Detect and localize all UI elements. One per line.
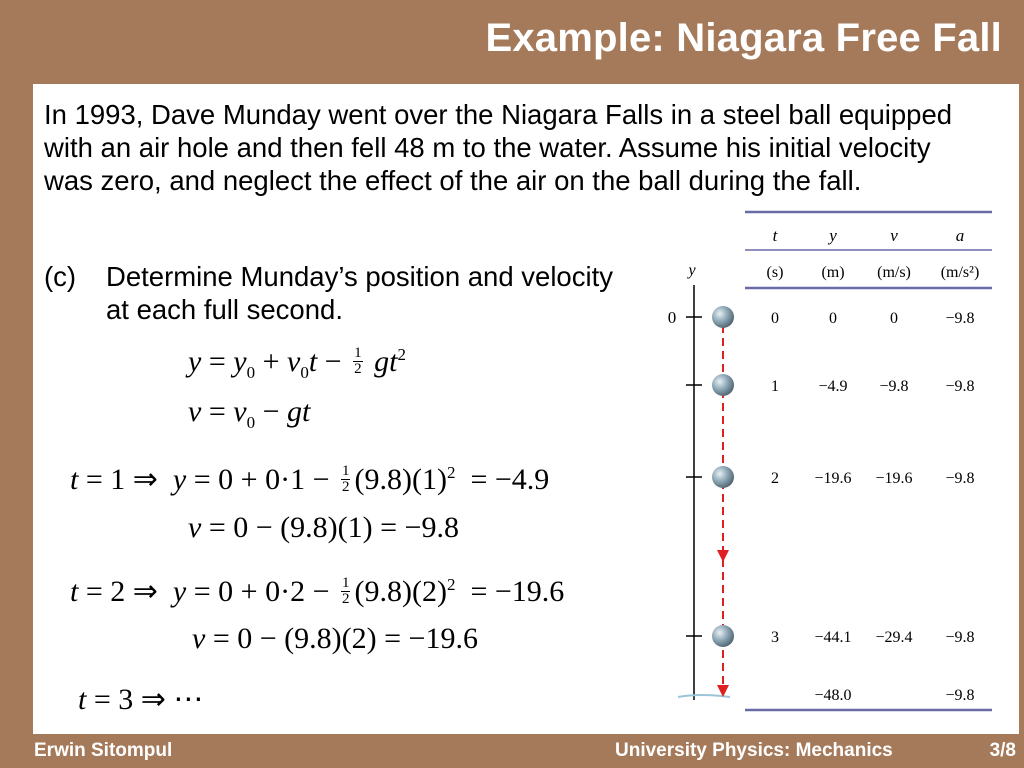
- row0-y: 0: [829, 310, 837, 327]
- page-number: 3/8: [989, 740, 1016, 761]
- row2-v: −19.6: [875, 470, 913, 487]
- header-y: y: [829, 226, 837, 245]
- origin-label: 0: [667, 308, 677, 327]
- unit-t: (s): [766, 264, 784, 281]
- row0-t: 0: [771, 310, 779, 327]
- problem-statement: In 1993, Dave Munday went over the Niagara Falls in a steel ball equipped with an air hole and then fell 48 m to the water. Assume his initial velocity was zero, and neglect the effect of the air on the ball during the fall.: [44, 99, 953, 196]
- row4-y: −48.0: [814, 687, 852, 704]
- header-t: t: [772, 226, 778, 245]
- footer-course: University Physics: Mechanics: [615, 740, 893, 761]
- axis-label-y: y: [688, 262, 696, 279]
- equation-velocity-general: $v = v_0$ − gt: [188, 395, 311, 432]
- part-text: Determine Munday’s position and velocity at each full second.: [106, 261, 613, 325]
- ball-t1: [712, 374, 734, 396]
- row1-t: 1: [771, 378, 779, 395]
- fall-arrow-head: [717, 550, 729, 562]
- row3-a: −9.8: [945, 629, 975, 646]
- equation-position-general: $y = y_0 + v_0t$ − $\frac{1}{2}$ $gt^2$: [188, 344, 406, 382]
- row2-y: −19.6: [814, 470, 852, 487]
- unit-y: (m): [821, 264, 845, 281]
- ball-t2: [712, 466, 734, 488]
- equation-t1-velocity: v = 0 − (9.8)(1) = −9.8: [188, 511, 459, 544]
- header-a: a: [955, 226, 965, 245]
- ball-t3: [712, 625, 734, 647]
- row0-v: 0: [890, 310, 898, 327]
- footer-author: Erwin Sitompul: [34, 740, 173, 761]
- part-label: (c): [44, 261, 77, 292]
- unit-a: (m/s²): [940, 264, 980, 281]
- row2-a: −9.8: [945, 470, 975, 487]
- equation-t2-velocity: v = 0 − (9.8)(2) = −19.6: [192, 622, 478, 655]
- row1-y: −4.9: [818, 378, 848, 395]
- row4-a: −9.8: [945, 687, 975, 704]
- row0-a: −9.8: [945, 310, 975, 327]
- row2-t: 2: [771, 470, 779, 487]
- row3-t: 3: [771, 629, 779, 646]
- slide-title: Example: Niagara Free Fall: [485, 16, 1002, 60]
- row1-a: −9.8: [945, 378, 975, 395]
- unit-v: (m/s): [877, 264, 911, 281]
- header-v: v: [890, 226, 898, 245]
- equation-t2-position: t = 2 ⇒ y = 0 + 0·2 − $\frac{1}{2}$ $(9.8)(2)^2 = -19.6$: [70, 574, 565, 608]
- row1-v: −9.8: [879, 378, 909, 395]
- ball-t0: [712, 306, 734, 328]
- equation-t3: t = 3 ⇒ ⋯: [78, 683, 204, 716]
- row3-v: −29.4: [875, 629, 913, 646]
- free-fall-figure: [640, 205, 1000, 725]
- row3-y: −44.1: [814, 629, 852, 646]
- equation-t1-position: t = 1 ⇒ y = 0 + 0·1 − $\frac{1}{2}$ $(9.8)(1)^2 = -4.9$: [70, 462, 550, 496]
